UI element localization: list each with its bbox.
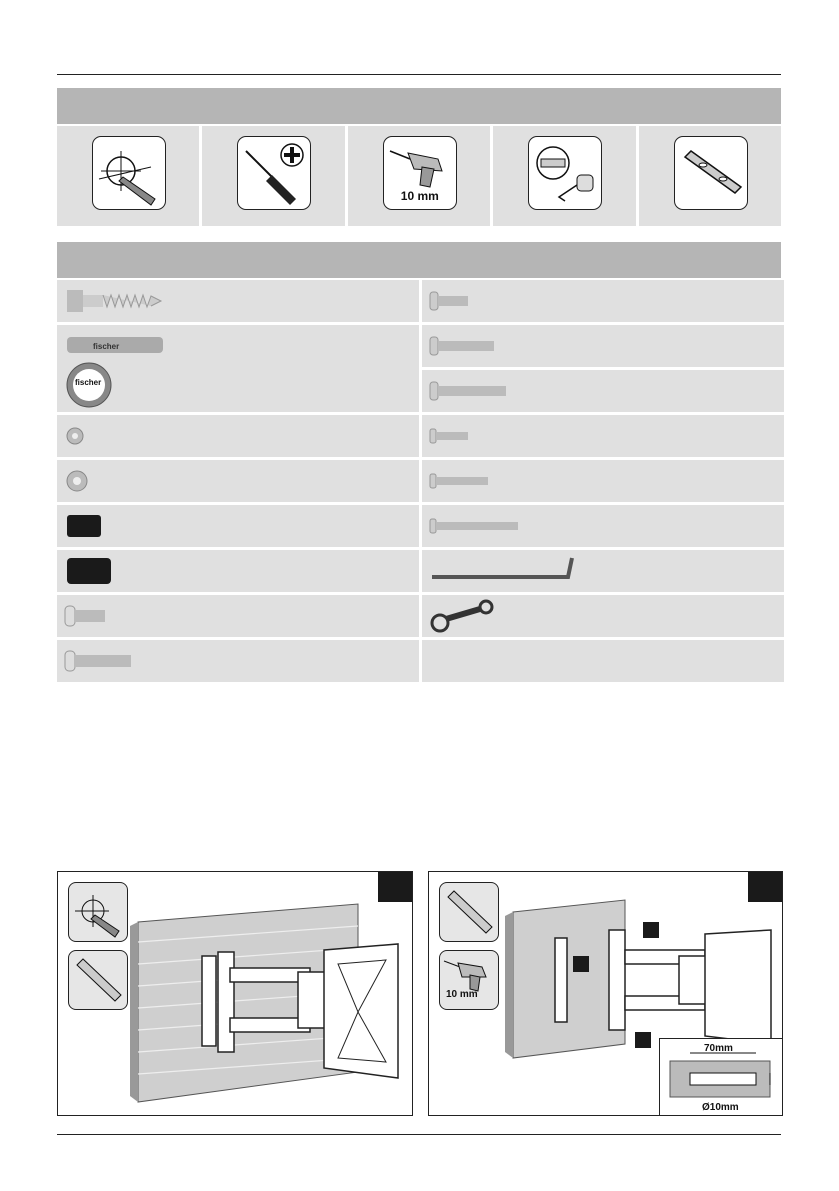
wall-plug-icon — [63, 325, 173, 412]
allen-key-icon — [428, 550, 588, 592]
part-allen-key — [422, 550, 784, 592]
bottom-rule — [57, 1134, 781, 1135]
illustration-step-left — [57, 871, 413, 1116]
part-bolt-long — [57, 640, 419, 682]
tools-header-bar — [57, 88, 781, 124]
part-washer-large — [57, 460, 419, 502]
part-bolt-m6-medium — [422, 460, 784, 502]
bolt-m4-long-icon — [428, 370, 518, 412]
drill-depth-inset — [659, 1038, 782, 1115]
bolt-m4-medium-icon — [428, 325, 508, 367]
tool-cell-level — [639, 126, 781, 226]
tools-row — [57, 126, 781, 226]
spanner-icon — [428, 595, 508, 637]
tape-measure-icon — [528, 136, 602, 210]
wall-mount-drawing — [58, 872, 412, 1115]
brand-seal-text: fischer — [75, 378, 102, 387]
spirit-level-icon — [674, 136, 748, 210]
parts-grid — [57, 280, 781, 682]
part-bolt-m4-short — [422, 280, 784, 322]
washer-small-icon — [63, 415, 93, 457]
phillips-screwdriver-icon — [237, 136, 311, 210]
bolt-short-icon — [63, 595, 123, 637]
drill-size-label: 10 mm — [400, 189, 439, 203]
top-rule — [57, 74, 781, 75]
part-lag-screw — [57, 280, 419, 322]
tool-cell-marker — [57, 126, 199, 226]
illustration-step-right — [428, 871, 783, 1116]
part-bolt-m6-long — [422, 505, 784, 547]
washer-large-icon — [63, 460, 97, 502]
lag-screw-icon — [63, 280, 173, 322]
bolt-m4-short-icon — [428, 280, 488, 322]
tool-cell-screwdriver — [202, 126, 344, 226]
part-empty-cell — [422, 640, 784, 682]
drill-size-label: 10 mm — [446, 989, 478, 1000]
tool-cell-tape — [493, 126, 635, 226]
part-bolt-m4-medium — [422, 325, 784, 367]
drill-icon — [383, 136, 457, 210]
spacer-long-icon — [63, 550, 123, 592]
part-spacer-short — [57, 505, 419, 547]
bolt-long-icon — [63, 640, 143, 682]
part-bolt-m6-short — [422, 415, 784, 457]
depth-label: 70mm — [704, 1043, 733, 1054]
bolt-m6-short-icon — [428, 415, 488, 457]
bolt-m6-medium-icon — [428, 460, 498, 502]
part-wall-plug — [57, 325, 419, 412]
part-bolt-m4-long — [422, 370, 784, 412]
tool-cell-drill — [348, 126, 490, 226]
bolt-m6-long-icon — [428, 505, 528, 547]
spacer-short-icon — [63, 505, 113, 547]
diameter-label: Ø10mm — [702, 1102, 739, 1113]
part-spacer-long — [57, 550, 419, 592]
part-spanner — [422, 595, 784, 637]
part-bolt-short — [57, 595, 419, 637]
parts-header-bar — [57, 242, 781, 278]
marking-pen-icon — [92, 136, 166, 210]
part-washer-small — [57, 415, 419, 457]
brand-mini-text: fischer — [93, 342, 120, 351]
